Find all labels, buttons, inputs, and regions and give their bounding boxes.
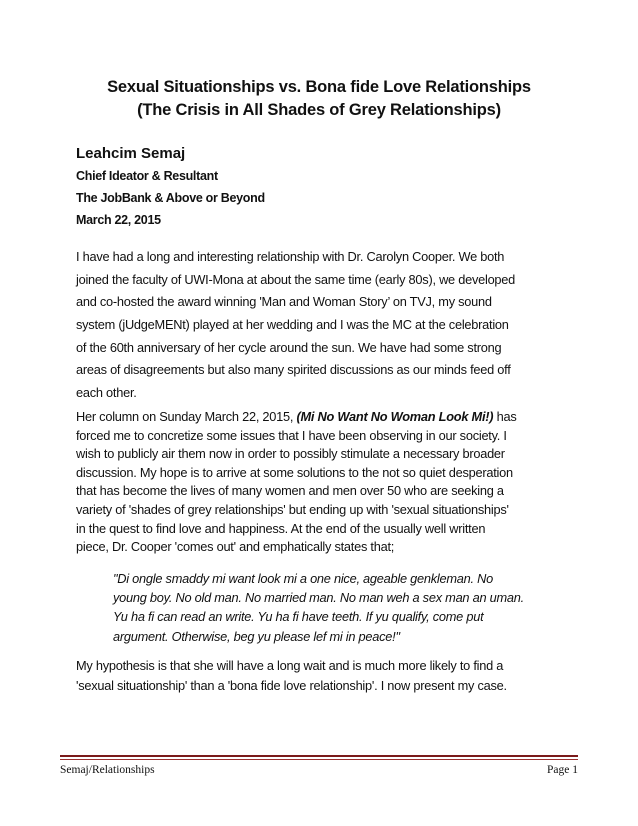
document-subtitle: (The Crisis in All Shades of Grey Relationships) [137,101,501,119]
text-segment: has [493,409,517,424]
text-line: joined the faculty of UWI-Mona at about the same time (early 80s), we developed [76,271,516,287]
text-line: discussion. My hope is to arrive at some solutions to the not so quiet desperation [76,464,513,480]
text-line: system (jUdgeMENt) played at her wedding and I was the MC at the celebration [76,317,509,333]
text-line: I have had a long and interesting relationship with Dr. Carolyn Cooper. We both [76,249,505,264]
paragraph-column [76,408,568,557]
text-line: areas of disagreements but also many spirited discussions as our minds feed off [76,362,511,378]
quote-line: Yu ha fi can read an write. Yu ha fi have teeth. If yu qualify, come put [113,609,484,625]
text-line: in the quest to find love and happiness. At the end of the usually well written [76,520,486,536]
text-line: that has become the lives of many women and men over 50 who are seeking a [76,483,504,499]
column-title: (Mi No Want No Woman Look Mi!) [296,409,494,424]
footer-rule-thin [60,759,578,760]
text-line: 'sexual situationship' than a 'bona fide love relationship'. I now present my case. [76,678,507,693]
organization: The JobBank & Above or Beyond [76,191,265,205]
text-line: My hypothesis is that she will have a long wait and is much more likely to find a [76,658,504,673]
text-line: each other. [76,385,137,401]
footer-page-number: Page 1 [547,764,578,776]
quote-line: "Di ongle smaddy mi want look mi a one nice, ageable genkleman. No [113,571,493,586]
quote-line: argument. Otherwise, beg yu please lef mi in peace!" [113,628,400,644]
document-date: March 22, 2015 [76,213,161,227]
text-line: of the 60th anniversary of her cycle around the sun. We have had some strong [76,339,502,355]
text-segment: Her column on Sunday March 22, 2015, [76,409,297,424]
text-line: variety of 'shades of grey relationships' but ending up with 'sexual situationships' [76,501,509,517]
text-line [76,408,568,427]
text-line: piece, Dr. Cooper 'comes out' and emphatically states that; [76,539,395,555]
author-role: Chief Ideator & Resultant [76,169,218,183]
paragraph-intro [76,246,568,405]
author-name: Leahcim Semaj [76,145,186,162]
footer-rule [60,755,578,757]
quote-line: young boy. No old man. No married man. No man weh a sex man an uman. [113,590,524,606]
block-quote [113,569,573,646]
text-line: and co-hosted the award winning 'Man and Woman Story’ on TVJ, my sound [76,294,492,310]
text-line: wish to publicly air them now in order to possibly stimulate a necessary broader [76,446,505,462]
paragraph-hypothesis [76,656,568,696]
document-title: Sexual Situationships vs. Bona fide Love Relationships [107,78,531,96]
footer-running-title: Semaj/Relationships [60,764,155,776]
text-line: forced me to concretize some issues that I have been observing in our society. I [76,427,507,443]
